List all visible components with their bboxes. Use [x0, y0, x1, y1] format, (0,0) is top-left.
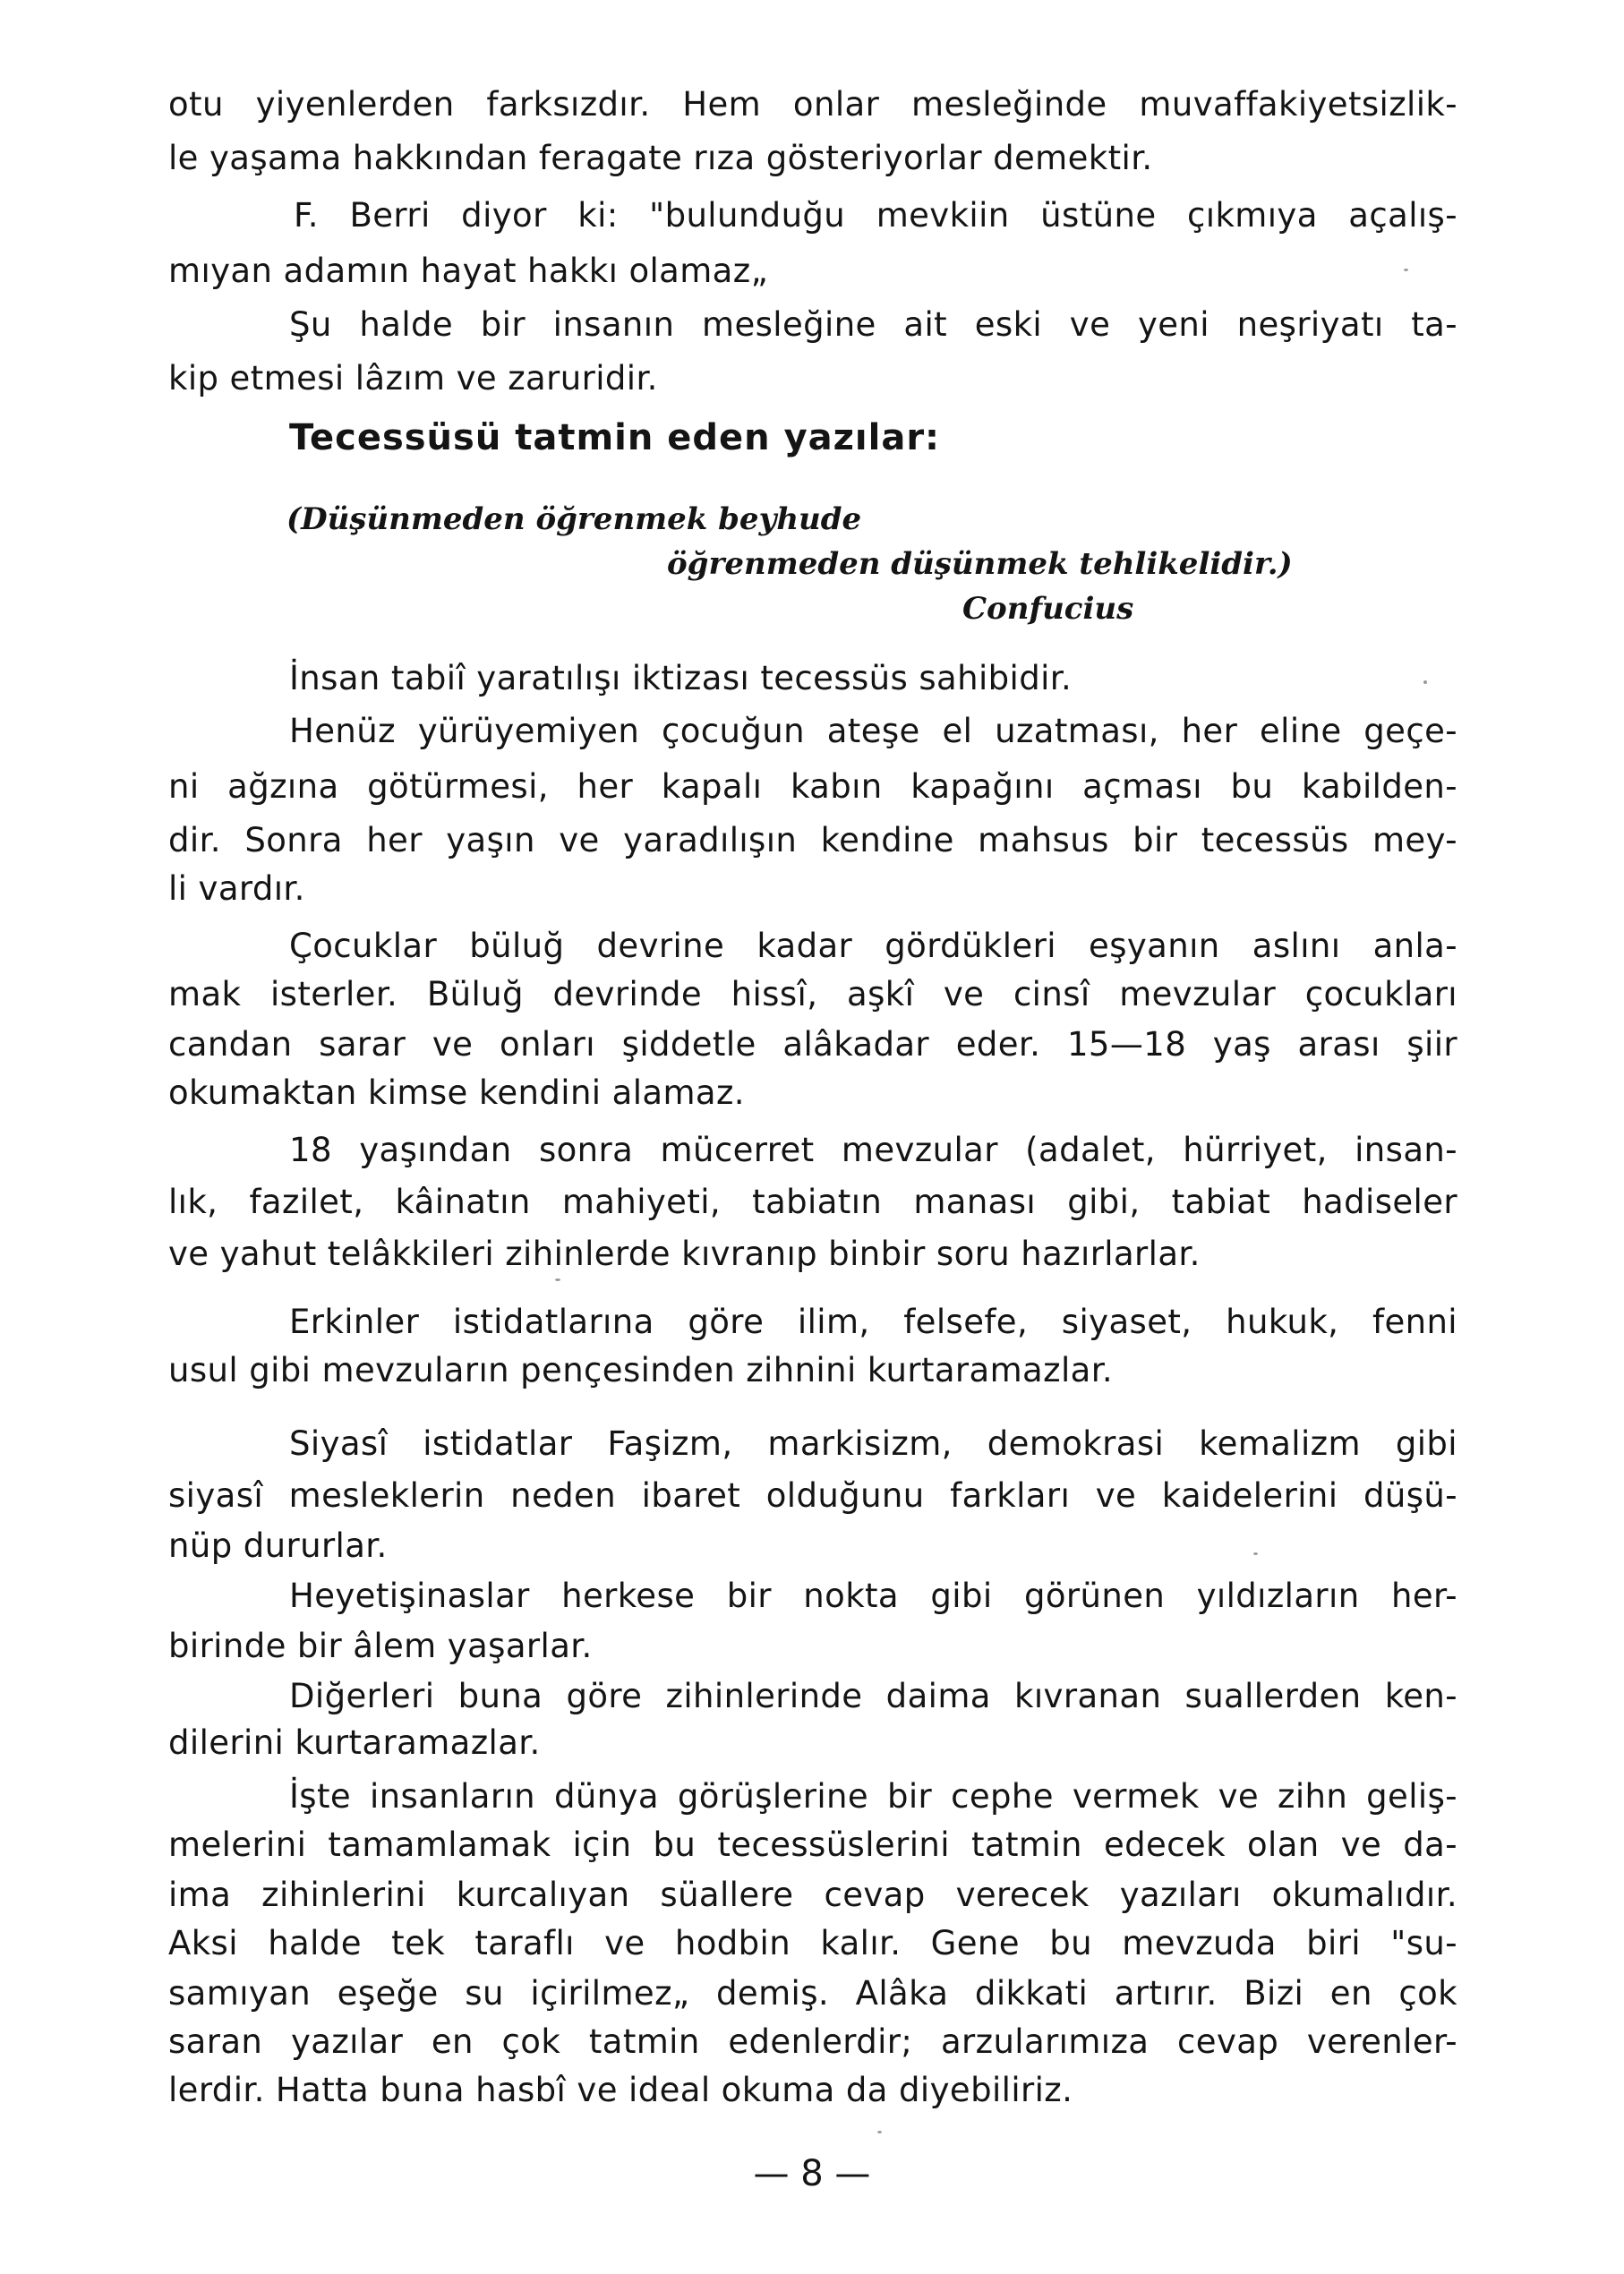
text-line: F. Berri diyor ki: "bulunduğu mevkiin üstüne çıkmıya açalış- — [294, 196, 1457, 235]
text-line: le yaşama hakkından feragate rıza gösteriyorlar demektir. — [168, 139, 1153, 177]
text-line: okumaktan kimse kendini alamaz. — [168, 1073, 745, 1112]
text-line: ve yahut telâkkileri zihinlerde kıvranıp binbir soru hazırlarlar. — [168, 1235, 1201, 1273]
text-line: saran yazılar en çok tatmin edenlerdir; arzularımıza cevap verenler- — [168, 2022, 1457, 2061]
text-line: birinde bir âlem yaşarlar. — [168, 1627, 593, 1665]
text-line: ni ağzına götürmesi, her kapalı kabın kapağını açması bu kabilden- — [168, 767, 1457, 806]
text-line: samıyan eşeğe su içirilmez„ demiş. Alâka dikkati artırır. Bizi en çok — [168, 1974, 1457, 2013]
text-line: otu yiyenlerden farksızdır. Hem onlar mesleğinde muvaffakiyetsizlik- — [168, 85, 1457, 124]
epigraph-line-1: (Düşünmeden öğrenmek beyhude — [286, 501, 862, 537]
text-line: Aksi halde tek taraflı ve hodbin kalır. Gene bu mevzuda biri "su- — [168, 1924, 1457, 1962]
text-line: melerini tamamlamak için bu tecessüslerini tatmin edecek olan ve da- — [168, 1825, 1457, 1864]
text-line: Çocuklar büluğ devrine kadar gördükleri eşyanın aslını anla- — [289, 927, 1457, 965]
text-line: candan sarar ve onları şiddetle alâkadar eder. 15—18 yaş arası şiir — [168, 1025, 1457, 1064]
text-line: Henüz yürüyemiyen çocuğun ateşe el uzatması, her eline geçe- — [289, 712, 1457, 750]
text-line: dilerini kurtaramazlar. — [168, 1723, 541, 1762]
text-line: İnsan tabiî yaratılışı iktizası tecessüs sahibidir. — [289, 659, 1073, 697]
text-line: İşte insanların dünya görüşlerine bir cephe vermek ve zihn geliş- — [289, 1777, 1457, 1816]
epigraph-author: Confucius — [962, 591, 1134, 627]
text-line: siyasî mesleklerin neden ibaret olduğunu farkları ve kaidelerini düşü- — [168, 1476, 1457, 1515]
text-line: Şu halde bir insanın mesleğine ait eski ve yeni neşriyatı ta- — [289, 305, 1457, 344]
scan-speck — [555, 1278, 560, 1281]
scan-speck — [877, 2131, 882, 2133]
text-line: Diğerleri buna göre zihinlerinde daima kıvranan suallerden ken- — [289, 1677, 1457, 1715]
text-line: lık, fazilet, kâinatın mahiyeti, tabiatın manası gibi, tabiat hadiseler — [168, 1183, 1457, 1221]
text-line: dir. Sonra her yaşın ve yaradılışın kendine mahsus bir tecessüs mey- — [168, 821, 1457, 859]
text-line: mıyan adamın hayat hakkı olamaz„ — [168, 252, 769, 290]
scan-speck — [1423, 680, 1427, 684]
text-line: Heyetişinaslar herkese bir nokta gibi görünen yıldızların her- — [289, 1577, 1457, 1615]
text-line: Siyasî istidatlar Faşizm, markisizm, demokrasi kemalizm gibi — [289, 1424, 1457, 1463]
text-line: Erkinler istidatlarına göre ilim, felsefe, siyaset, hukuk, fenni — [289, 1303, 1457, 1341]
text-line: mak isterler. Büluğ devrinde hissî, aşkî ve cinsî mevzular çocukları — [168, 975, 1457, 1013]
scan-speck — [1404, 269, 1408, 271]
text-line: kip etmesi lâzım ve zaruridir. — [168, 359, 658, 398]
text-line: nüp dururlar. — [168, 1526, 388, 1565]
scan-speck — [1253, 1552, 1258, 1555]
text-line: usul gibi mevzuların pençesinden zihnini kurtaramazlar. — [168, 1351, 1114, 1389]
text-line: li vardır. — [168, 869, 305, 908]
text-line: ima zihinlerini kurcalıyan süallere cevap verecek yazıları okumalıdır. — [168, 1876, 1457, 1914]
epigraph-line-2: öğrenmeden düşünmek tehlikelidir.) — [667, 546, 1293, 582]
text-line: lerdir. Hatta buna hasbî ve ideal okuma da diyebiliriz. — [168, 2071, 1073, 2109]
page-number: — 8 — — [753, 2153, 871, 2194]
text-line: 18 yaşından sonra mücerret mevzular (adalet, hürriyet, insan- — [289, 1131, 1457, 1169]
section-heading: Tecessüsü tatmin eden yazılar: — [289, 417, 941, 458]
